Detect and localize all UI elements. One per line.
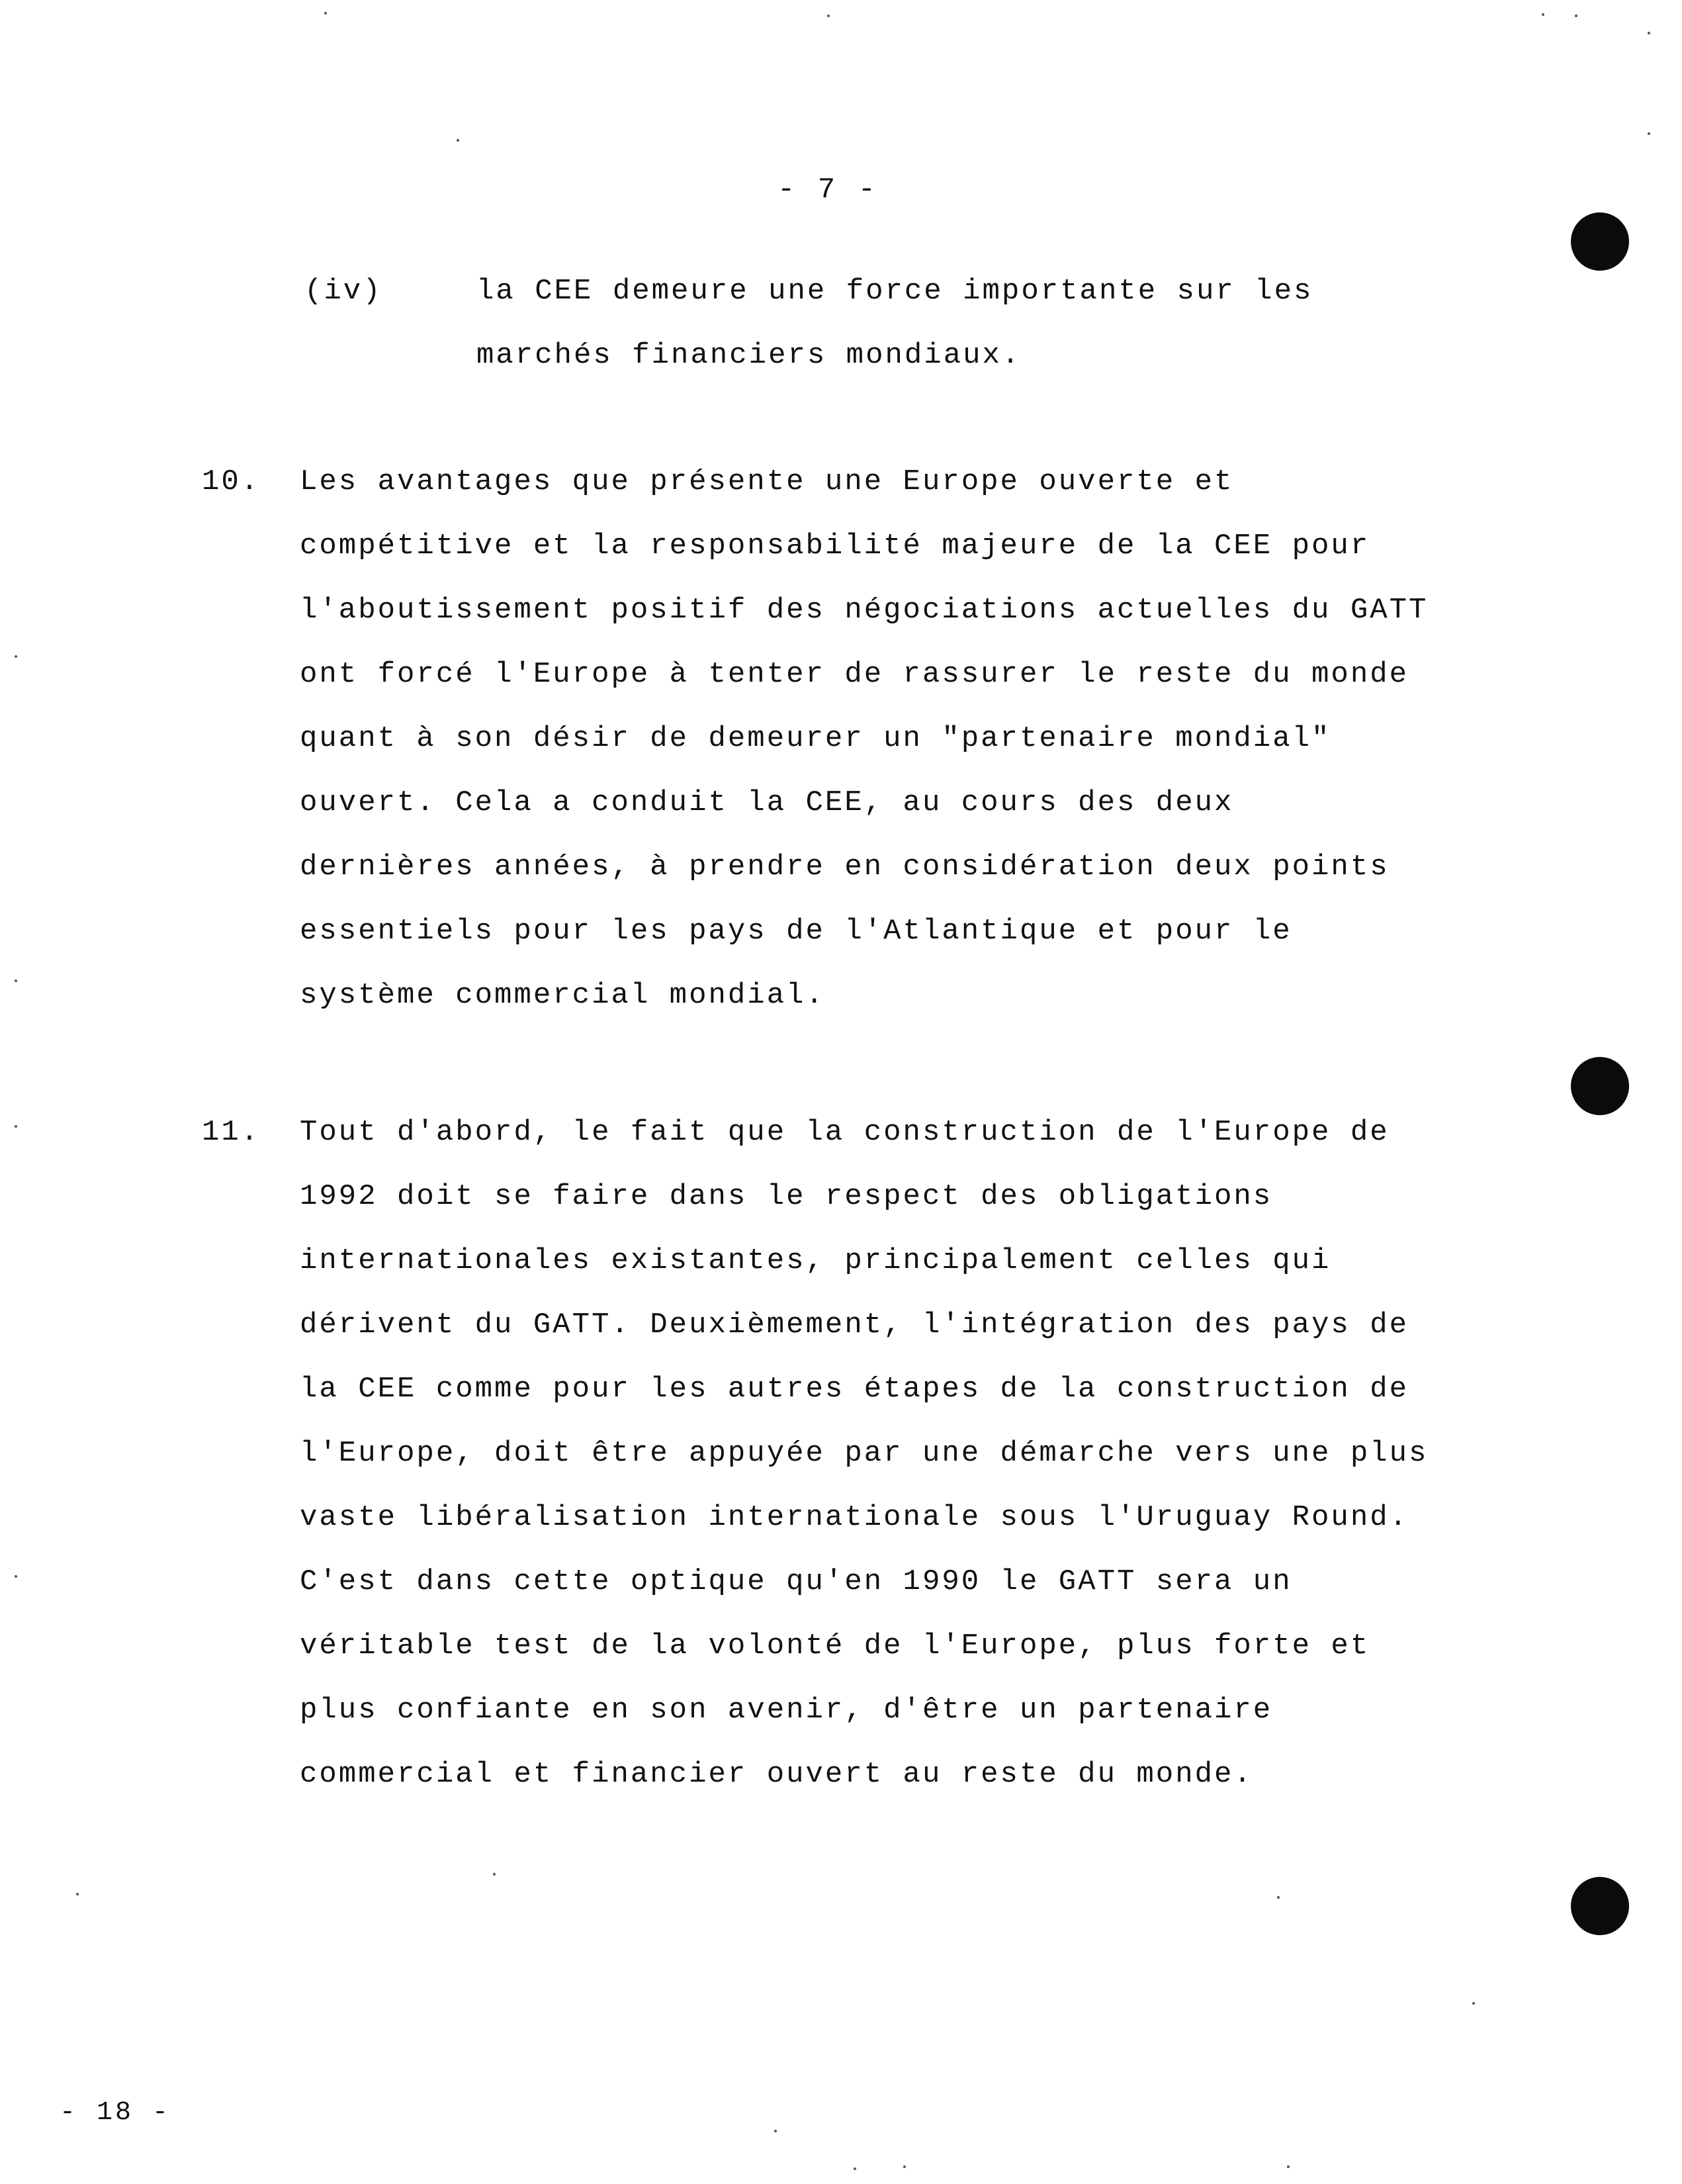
text-line: essentiels pour les pays de l'Atlantique et pour le	[300, 915, 1292, 948]
scan-speck	[15, 979, 17, 982]
scan-speck	[76, 1893, 79, 1895]
paragraph-text	[300, 1101, 1428, 1807]
punch-hole-middle	[1571, 1057, 1629, 1115]
paragraph-number: 11.	[202, 1116, 261, 1149]
text-line: Tout d'abord, le fait que la construction de l'Europe de	[300, 1116, 1390, 1149]
scan-speck	[324, 12, 327, 15]
text-line: commercial et financier ouvert au reste du monde.	[300, 1758, 1253, 1791]
scan-speck	[827, 15, 830, 17]
text-line: l'Europe, doit être appuyée par une démarche vers une plus	[300, 1437, 1429, 1470]
scan-speck	[854, 2167, 856, 2170]
scan-speck	[15, 1125, 17, 1128]
text-line: système commercial mondial.	[300, 979, 825, 1012]
page-number: - 7 -	[777, 173, 879, 206]
text-line: internationales existantes, principalement celles qui	[300, 1244, 1331, 1277]
text-line: plus confiante en son avenir, d'être un partenaire	[300, 1694, 1273, 1727]
scan-speck	[1287, 2165, 1290, 2168]
text-line: dérivent du GATT. Deuxièmement, l'intégration des pays de	[300, 1308, 1409, 1342]
scan-speck	[457, 139, 459, 142]
scan-speck	[1575, 15, 1577, 17]
text-line: la CEE comme pour les autres étapes de la construction de	[300, 1373, 1409, 1406]
text-line: 1992 doit se faire dans le respect des obligations	[300, 1180, 1273, 1213]
scan-speck	[1648, 132, 1650, 135]
text-line: quant à son désir de demeurer un "partenaire mondial"	[300, 722, 1331, 755]
scan-speck	[15, 1575, 17, 1578]
list-item-iv	[304, 259, 1313, 388]
text-line: C'est dans cette optique qu'en 1990 le GATT sera un	[300, 1565, 1292, 1598]
list-item-text	[476, 259, 1313, 388]
scan-speck	[1648, 32, 1650, 34]
scan-speck	[774, 2130, 777, 2132]
text-line: ouvert. Cela a conduit la CEE, au cours des deux	[300, 786, 1234, 819]
scan-speck	[1542, 13, 1544, 16]
text-line: compétitive et la responsabilité majeure de la CEE pour	[300, 529, 1370, 563]
scan-speck	[493, 1873, 496, 1876]
scan-speck	[903, 2165, 906, 2168]
paragraph-text	[300, 450, 1428, 1028]
text-line: véritable test de la volonté de l'Europe, plus forte et	[300, 1629, 1370, 1662]
text-line: marchés financiers mondiaux.	[476, 339, 1022, 372]
text-line: l'aboutissement positif des négociations actuelles du GATT	[300, 594, 1429, 627]
punch-hole-top	[1571, 212, 1629, 271]
text-line: dernières années, à prendre en considération deux points	[300, 850, 1390, 884]
footer-page-number: - 18 -	[60, 2098, 171, 2128]
paragraph-10	[202, 450, 1428, 1028]
text-line: vaste libéralisation internationale sous l'Uruguay Round.	[300, 1501, 1409, 1534]
paragraph-11	[202, 1101, 1428, 1807]
text-line: la CEE demeure une force importante sur les	[476, 275, 1313, 308]
scan-speck	[1472, 2002, 1475, 2005]
text-line: ont forcé l'Europe à tenter de rassurer le reste du monde	[300, 658, 1409, 691]
punch-hole-bottom	[1571, 1877, 1629, 1935]
scan-speck	[15, 655, 17, 658]
text-line: Les avantages que présente une Europe ouverte et	[300, 465, 1234, 498]
paragraph-number: 10.	[202, 465, 261, 498]
scan-speck	[1277, 1896, 1280, 1899]
list-item-label: (iv)	[304, 275, 382, 308]
